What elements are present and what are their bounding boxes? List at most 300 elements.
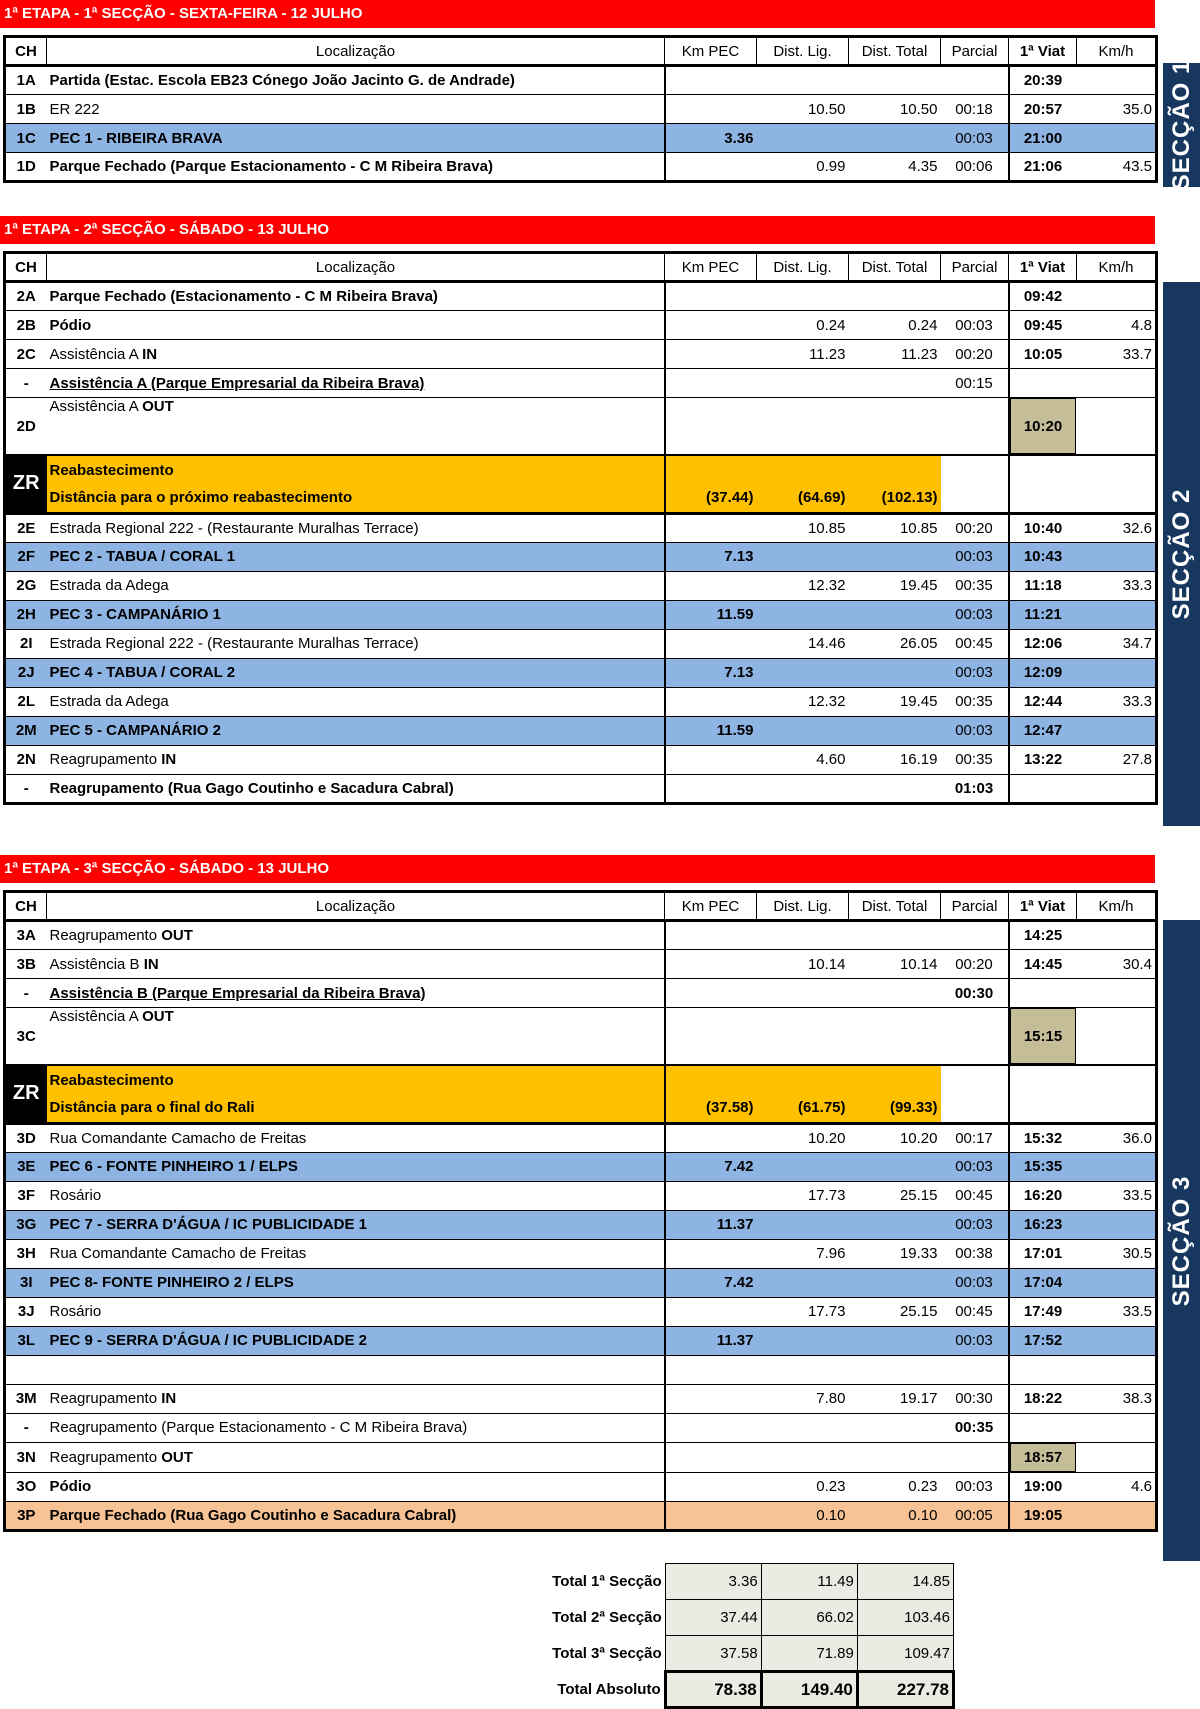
row-location-text: Parque Fechado (Rua Gago Coutinho e Sacadura Cabral): [49, 1506, 457, 1524]
row-ch: 1C: [5, 124, 47, 153]
row-kmh: 30.4: [1122, 955, 1152, 973]
row-dist-lig: 10.85: [807, 519, 846, 537]
zr-dist-total: (102.13): [849, 484, 941, 513]
totals-row: [540, 1600, 954, 1636]
row-kmh: [1077, 282, 1157, 311]
row-dist-lig: 7.96: [816, 1245, 846, 1262]
zr-dist-lig: (64.69): [757, 484, 849, 513]
row-location-suffix: OUT: [161, 927, 193, 944]
row-dist-total: 10.20: [899, 1129, 938, 1147]
row-kmh: 43.5: [1122, 158, 1152, 175]
totals-dist-lig: 71.89: [761, 1636, 857, 1672]
row-kmh: [1077, 600, 1157, 629]
row-kmh: 33.3: [1122, 693, 1152, 710]
row-dist-lig: 10.50: [807, 100, 846, 118]
row-kmh: 33.5: [1122, 1303, 1152, 1320]
col-dist-lig: Dist. Lig.: [757, 37, 849, 66]
row-location: [47, 542, 665, 571]
row-location-text: Assistência A: [49, 398, 138, 415]
table-row: [5, 774, 1157, 803]
row-location: [47, 340, 665, 369]
row-parcial: 00:03: [941, 600, 1009, 629]
row-dist-lig: 10.20: [807, 1129, 846, 1147]
row-time: 19:05: [1009, 1501, 1077, 1530]
refuel-distance-row: [5, 1094, 1157, 1123]
row-kmh: 38.3: [1122, 1390, 1152, 1407]
section-1-table: [3, 35, 1158, 183]
row-location: [47, 687, 665, 716]
row-dist-lig: [757, 542, 849, 571]
row-time: 12:09: [1009, 658, 1077, 687]
row-dist-lig: 0.24: [816, 316, 846, 334]
row-km-pec: [665, 1442, 757, 1472]
row-kmh: 32.6: [1122, 519, 1152, 537]
row-km-pec: 11.37: [665, 1326, 757, 1355]
row-parcial: 00:03: [941, 658, 1009, 687]
row-km-pec: [665, 774, 757, 803]
row-dist-lig: [757, 774, 849, 803]
row-ch: 2J: [5, 658, 47, 687]
table-row: [5, 95, 1157, 124]
col-1a-viat: 1ª Viat: [1009, 253, 1077, 282]
row-location: [47, 1472, 665, 1501]
row-location-suffix: IN: [161, 1390, 177, 1407]
row-ch: 2M: [5, 716, 47, 745]
row-ch: 2H: [5, 600, 47, 629]
col-ch: CH: [5, 253, 47, 282]
row-dist-total: [849, 369, 941, 398]
row-ch: 1A: [16, 72, 36, 89]
section-3-side-label: SECÇÃO 3: [1163, 920, 1200, 1561]
row-location-text: Reagrupamento: [49, 1390, 158, 1407]
row-kmh: 36.0: [1122, 1129, 1152, 1147]
row-location-text: PEC 4 - TABUA / CORAL 2: [49, 664, 236, 681]
row-parcial: [941, 1008, 1009, 1066]
row-time: 14:45: [1009, 950, 1077, 979]
refuel-zone-row: [5, 455, 1157, 484]
row-ch: -: [23, 984, 29, 1002]
col-dist-total: Dist. Total: [849, 892, 941, 921]
section-1-title: 1ª ETAPA - 1ª SECÇÃO - SEXTA-FEIRA - 12 JULHO: [0, 0, 1155, 28]
row-kmh: [1077, 398, 1157, 456]
row-ch: 3L: [5, 1326, 47, 1355]
row-km-pec: [665, 687, 757, 716]
row-ch: -: [23, 374, 29, 392]
row-location: [47, 571, 665, 600]
row-ch: 3E: [5, 1152, 47, 1181]
table-row: [5, 1123, 1157, 1152]
col-1a-viat: 1ª Viat: [1009, 892, 1077, 921]
zr-dist-lig: (61.75): [757, 1094, 849, 1123]
row-km-pec: [665, 369, 757, 398]
section-2-title: 1ª ETAPA - 2ª SECÇÃO - SÁBADO - 13 JULHO: [0, 216, 1155, 244]
row-ch: 3B: [16, 955, 36, 973]
row-dist-total: 10.50: [899, 100, 938, 118]
row-km-pec: 11.59: [665, 716, 757, 745]
row-dist-total: 10.14: [899, 955, 938, 973]
row-location-text: PEC 7 - SERRA D'ÁGUA / IC PUBLICIDADE 1: [49, 1216, 367, 1233]
row-parcial: 00:30: [955, 1390, 993, 1407]
zr-label: Reabastecimento: [47, 455, 665, 484]
row-location: [47, 1239, 665, 1268]
row-time: 17:04: [1009, 1268, 1077, 1297]
row-location: [47, 745, 665, 774]
table-row: [5, 311, 1157, 340]
row-ch: 3I: [5, 1268, 47, 1297]
row-dist-lig: [757, 1268, 849, 1297]
row-km-pec: [665, 571, 757, 600]
row-dist-total: [849, 600, 941, 629]
zr-badge: ZR: [5, 455, 47, 513]
col-parcial: Parcial: [941, 892, 1009, 921]
row-km-pec: 7.13: [665, 658, 757, 687]
row-time: 13:22: [1009, 745, 1077, 774]
row-kmh: 4.8: [1131, 316, 1152, 334]
row-location-text: Reagrupamento: [49, 927, 158, 944]
col-km-pec: Km PEC: [665, 253, 757, 282]
row-parcial: 00:20: [955, 519, 993, 537]
row-parcial: 00:03: [941, 1326, 1009, 1355]
row-time: 12:44: [1009, 687, 1077, 716]
row-dist-total: [849, 716, 941, 745]
totals-table: [540, 1563, 955, 1709]
row-parcial: 00:30: [954, 984, 994, 1002]
row-location: [47, 600, 665, 629]
row-location-suffix: OUT: [142, 1008, 174, 1025]
row-location: Partida (Estac. Escola EB23 Cónego João Jacinto G. de Andrade): [49, 72, 515, 89]
col-localizacao: Localização: [47, 892, 665, 921]
row-location: [47, 1008, 665, 1066]
row-kmh: [1077, 1210, 1157, 1239]
row-location-suffix: IN: [142, 345, 158, 363]
row-ch: 1D: [16, 158, 36, 175]
row-location: [47, 282, 665, 311]
col-dist-lig: Dist. Lig.: [757, 892, 849, 921]
zr-distance-label: Distância para o próximo reabastecimento: [47, 484, 665, 513]
col-dist-lig: Dist. Lig.: [757, 253, 849, 282]
row-kmh: [1077, 1501, 1157, 1530]
row-dist-lig: 17.73: [807, 1303, 846, 1320]
row-km-pec: [665, 1472, 757, 1501]
row-ch: 2I: [19, 635, 33, 652]
row-dist-total: [849, 774, 941, 803]
row-parcial: 00:03: [955, 316, 993, 334]
section-2-side-label: SECÇÃO 2: [1163, 282, 1200, 826]
table-row: [5, 979, 1157, 1008]
table-row-pec: [5, 1268, 1157, 1297]
row-parcial: 00:17: [955, 1129, 993, 1147]
table-row: [5, 1472, 1157, 1501]
row-time: 21:00: [1009, 124, 1077, 153]
row-parcial: 00:35: [955, 751, 993, 768]
row-ch: 3G: [5, 1210, 47, 1239]
table-row: [5, 1239, 1157, 1268]
section-2-table: [3, 251, 1158, 805]
row-km-pec: [665, 745, 757, 774]
row-location-text: Parque Fechado (Estacionamento - C M Ribeira Brava): [49, 288, 438, 305]
row-km-pec: [665, 311, 757, 340]
table-row-pec: [5, 1210, 1157, 1239]
row-km-pec: [665, 398, 757, 456]
row-location: [47, 1123, 665, 1152]
row-ch: 3M: [15, 1390, 37, 1407]
row-km-pec: 11.37: [665, 1210, 757, 1239]
table-row: [5, 1384, 1157, 1413]
row-time: [1009, 398, 1077, 456]
row-location: [47, 979, 665, 1008]
row-kmh: [1077, 774, 1157, 803]
row-parcial: [941, 398, 1009, 456]
row-dist-lig: [757, 1152, 849, 1181]
row-km-pec: [665, 921, 757, 950]
row-time: 19:00: [1009, 1472, 1077, 1501]
row-location: [47, 658, 665, 687]
table-row-pec: [5, 1326, 1157, 1355]
row-ch: 3P: [5, 1501, 47, 1530]
row-location-suffix: OUT: [142, 398, 174, 415]
row-dist-lig: 7.80: [816, 1390, 846, 1407]
col-km-pec: Km PEC: [665, 892, 757, 921]
row-dist-lig: [757, 369, 849, 398]
time-box: 15:15: [1010, 1008, 1076, 1064]
row-dist-lig: 10.14: [807, 955, 846, 973]
col-localizacao: Localização: [47, 253, 665, 282]
totals-km-pec: 3.36: [665, 1564, 761, 1600]
row-time: 20:39: [1009, 66, 1077, 95]
row-time: 15:35: [1009, 1152, 1077, 1181]
row-dist-total: 19.45: [899, 693, 938, 710]
row-ch: 2F: [5, 542, 47, 571]
row-km-pec: 7.13: [665, 542, 757, 571]
table-row: [5, 745, 1157, 774]
zr-dist-total: (99.33): [849, 1094, 941, 1123]
row-parcial: [941, 282, 1009, 311]
row-dist-lig: 0.23: [816, 1478, 846, 1495]
row-location-text: Reagrupamento: [49, 1448, 158, 1466]
row-time: [1009, 1413, 1077, 1442]
row-location: [47, 1297, 665, 1326]
row-parcial: 00:45: [955, 635, 993, 652]
zr-label: Reabastecimento: [47, 1065, 665, 1094]
row-kmh: 27.8: [1122, 751, 1152, 768]
table-row-pec: [5, 542, 1157, 571]
row-dist-lig: 12.32: [807, 577, 846, 594]
row-time: 09:42: [1009, 282, 1077, 311]
row-dist-lig: [757, 716, 849, 745]
row-ch: 2L: [17, 693, 35, 710]
row-time: [1009, 369, 1077, 398]
table-row: [5, 513, 1157, 542]
table-row: [5, 282, 1157, 311]
row-ch: 2D: [16, 417, 36, 435]
row-dist-total: 11.23: [901, 345, 938, 363]
row-dist-total: [849, 398, 941, 456]
row-parcial: 00:20: [955, 955, 993, 973]
row-location-text: Rua Comandante Camacho de Freitas: [49, 1245, 307, 1262]
row-dist-lig: 12.32: [807, 693, 846, 710]
row-location-text: Estrada da Adega: [49, 693, 169, 710]
row-kmh: [1077, 979, 1157, 1008]
row-ch: 3A: [16, 927, 36, 944]
row-km-pec: [665, 1181, 757, 1210]
row-time: 11:21: [1009, 600, 1077, 629]
row-time: 10:43: [1009, 542, 1077, 571]
row-dist-total: [849, 921, 941, 950]
row-time: [1009, 774, 1077, 803]
row-dist-lig: [757, 1442, 849, 1472]
row-dist-total: 0.24: [908, 316, 938, 334]
row-time: 17:49: [1009, 1297, 1077, 1326]
row-parcial: 00:35: [955, 577, 993, 594]
table-row: [5, 1501, 1157, 1530]
totals-km-pec: 37.44: [665, 1600, 761, 1636]
row-ch: 2N: [16, 751, 36, 768]
row-dist-lig: 17.73: [807, 1187, 846, 1204]
totals-dist-total: 14.85: [857, 1564, 953, 1600]
row-location-text: Estrada Regional 222 - (Restaurante Muralhas Terrace): [49, 635, 419, 652]
table-header: [5, 892, 1157, 921]
row-kmh: [1077, 1152, 1157, 1181]
row-kmh: 33.5: [1122, 1187, 1152, 1204]
row-kmh: [1077, 1008, 1157, 1066]
row-km-pec: [665, 1501, 757, 1530]
row-km-pec: [665, 1384, 757, 1413]
row-location-text: Estrada da Adega: [49, 577, 169, 594]
row-location-text: Reagrupamento (Rua Gago Coutinho e Sacadura Cabral): [49, 779, 454, 797]
row-dist-total: 0.23: [908, 1478, 938, 1495]
row-km-pec: [665, 1413, 757, 1442]
col-ch: CH: [5, 892, 47, 921]
table-row: [5, 66, 1157, 95]
refuel-zone-row: [5, 1065, 1157, 1094]
row-parcial: 00:03: [941, 124, 1009, 153]
row-ch: -: [23, 779, 29, 797]
row-location-text: PEC 3 - CAMPANÁRIO 1: [49, 606, 221, 623]
row-km-pec: [665, 1123, 757, 1152]
row-km-pec: [665, 1297, 757, 1326]
totals-dist-lig: 149.40: [761, 1672, 857, 1708]
row-kmh: 30.5: [1122, 1245, 1152, 1262]
table-header: [5, 37, 1157, 66]
row-kmh: [1077, 1442, 1157, 1472]
row-ch: 2B: [16, 316, 36, 334]
row-parcial: 00:45: [955, 1303, 993, 1320]
row-time: 20:57: [1009, 95, 1077, 124]
totals-row: [540, 1636, 954, 1672]
row-km-pec: 3.36: [665, 124, 757, 153]
row-parcial: 00:20: [955, 345, 993, 363]
row-location-text: PEC 6 - FONTE PINHEIRO 1 / ELPS: [49, 1158, 298, 1175]
table-row: [5, 571, 1157, 600]
totals-dist-total: 109.47: [857, 1636, 953, 1672]
row-dist-total: [849, 1326, 941, 1355]
row-location-text: Rua Comandante Camacho de Freitas: [49, 1129, 307, 1147]
row-parcial: 00:03: [941, 1268, 1009, 1297]
row-km-pec: 11.59: [665, 600, 757, 629]
totals-label: Total 3ª Secção: [552, 1645, 662, 1662]
row-location: [47, 513, 665, 542]
row-kmh: [1077, 1268, 1157, 1297]
row-kmh: [1077, 1326, 1157, 1355]
totals-label: Total 2ª Secção: [552, 1609, 662, 1626]
table-row: [5, 1181, 1157, 1210]
row-dist-total: [849, 658, 941, 687]
row-parcial: 00:06: [955, 158, 993, 175]
table-row: [5, 1008, 1157, 1066]
row-location: [47, 1384, 665, 1413]
zr-km-pec: (37.58): [665, 1094, 757, 1123]
row-kmh: [1077, 369, 1157, 398]
row-km-pec: [665, 1239, 757, 1268]
row-location-text: PEC 9 - SERRA D'ÁGUA / IC PUBLICIDADE 2: [49, 1332, 367, 1349]
row-ch: 1B: [16, 100, 36, 118]
row-parcial: 00:03: [941, 1152, 1009, 1181]
col-kmh: Km/h: [1077, 253, 1157, 282]
row-kmh: [1077, 921, 1157, 950]
row-kmh: 34.7: [1122, 635, 1152, 652]
row-time: 12:47: [1009, 716, 1077, 745]
row-time: 16:20: [1009, 1181, 1077, 1210]
row-parcial: 00:35: [954, 1419, 994, 1436]
row-dist-total: 19.33: [899, 1245, 938, 1262]
row-time: [1009, 979, 1077, 1008]
table-row: [5, 398, 1157, 456]
row-dist-total: [849, 1210, 941, 1239]
row-kmh: 33.7: [1122, 345, 1152, 363]
table-row-pec: [5, 1152, 1157, 1181]
row-location: [47, 369, 665, 398]
row-km-pec: [665, 282, 757, 311]
row-location: [47, 950, 665, 979]
row-parcial: 00:05: [941, 1501, 1009, 1530]
row-location: [47, 398, 665, 456]
row-dist-lig: [757, 979, 849, 1008]
col-kmh: Km/h: [1077, 892, 1157, 921]
row-time: 18:22: [1009, 1384, 1077, 1413]
row-ch: -: [23, 1419, 29, 1436]
row-time: 12:06: [1009, 629, 1077, 658]
row-time: 17:01: [1009, 1239, 1077, 1268]
row-location: [47, 1152, 665, 1181]
zr-distance-label: Distância para o final do Rali: [47, 1094, 665, 1123]
row-location-text: PEC 2 - TABUA / CORAL 1: [49, 548, 236, 565]
table-row-pec: [5, 600, 1157, 629]
totals-dist-total: 103.46: [857, 1600, 953, 1636]
row-dist-lig: [757, 1413, 849, 1442]
totals-row: [540, 1564, 954, 1600]
zr-km-pec: (37.44): [665, 484, 757, 513]
col-1a-viat: 1ª Viat: [1009, 37, 1077, 66]
row-parcial: 00:38: [955, 1245, 993, 1262]
row-time: 21:06: [1009, 153, 1077, 182]
spacer-row: [5, 1355, 1157, 1384]
row-kmh: 4.6: [1131, 1478, 1152, 1495]
row-dist-total: 0.10: [849, 1501, 941, 1530]
table-header: [5, 253, 1157, 282]
table-row: [5, 687, 1157, 716]
row-ch: 3F: [17, 1187, 35, 1204]
time-box: 10:20: [1010, 398, 1076, 454]
section-1-side-label: SECÇÃO 1: [1163, 63, 1200, 187]
row-location-text: Reagrupamento: [49, 751, 158, 768]
row-location-text: Reagrupamento (Parque Estacionamento - C M Ribeira Brava): [49, 1419, 468, 1436]
row-dist-total: [849, 1442, 941, 1472]
row-dist-lig: 0.99: [816, 158, 846, 175]
row-location: [47, 629, 665, 658]
col-km-pec: Km PEC: [665, 37, 757, 66]
table-row: [5, 950, 1157, 979]
row-location: ER 222: [49, 100, 100, 118]
